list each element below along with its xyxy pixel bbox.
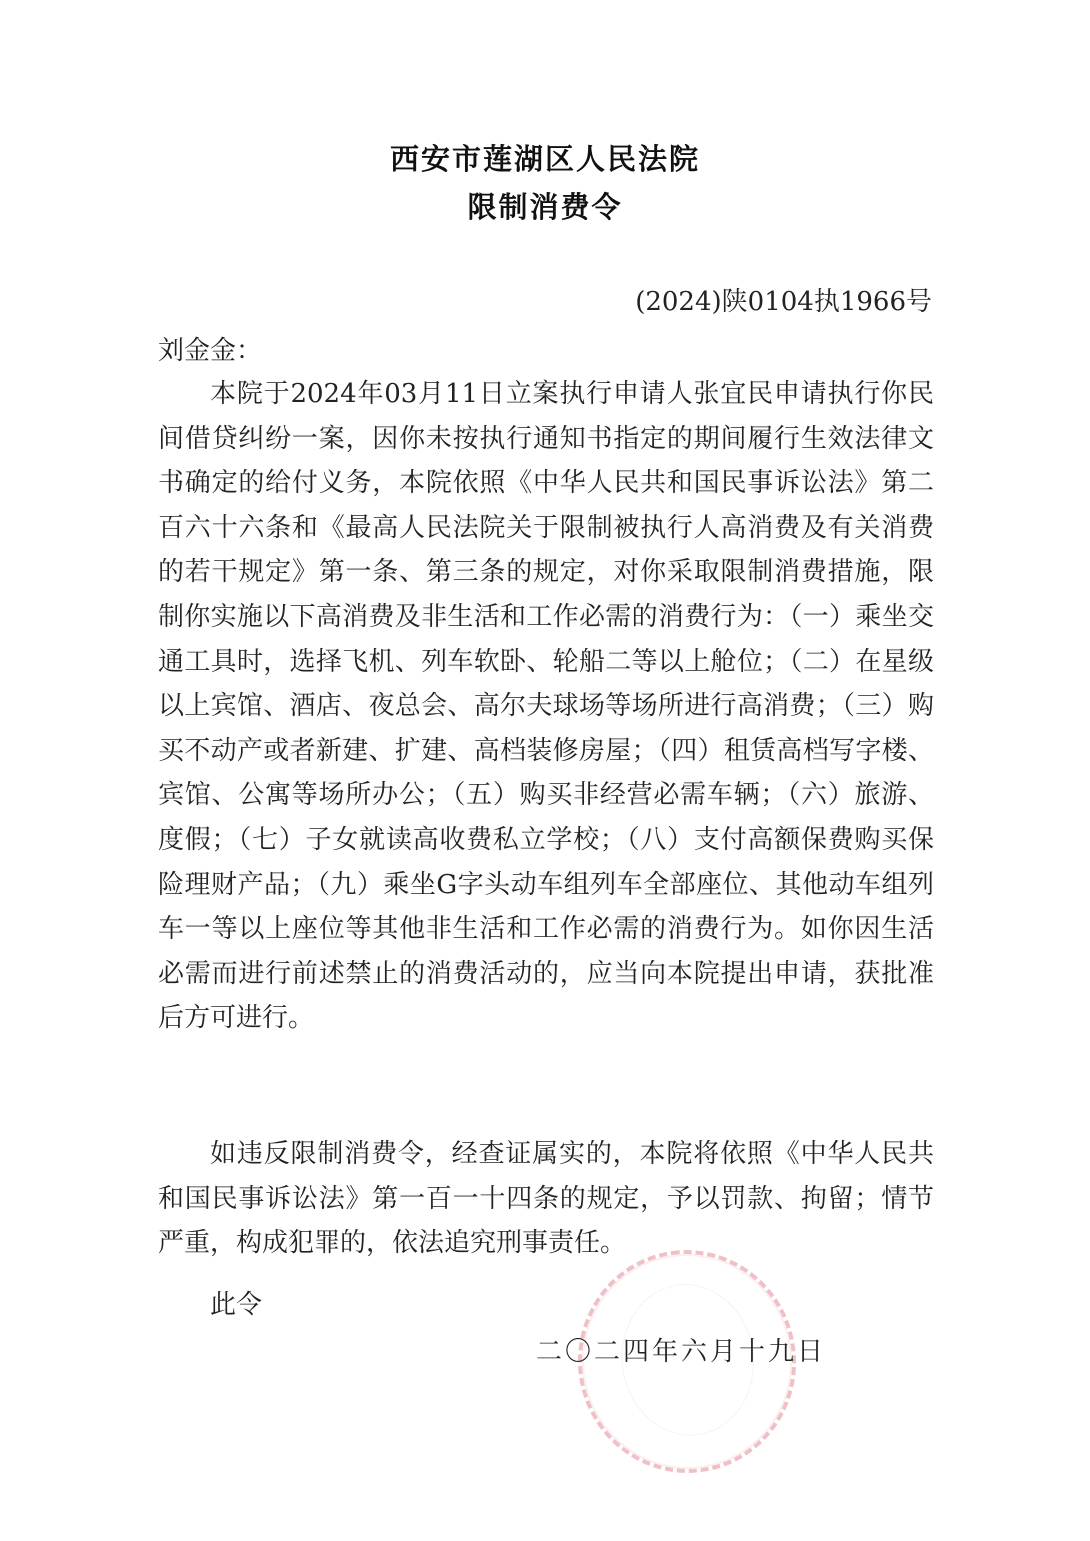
paragraph-penalty: 如违反限制消费令，经查证属实的，本院将依照《中华人民共和国民事诉讼法》第一百一十四条的规定，予以罚款、拘留；情节严重，构成犯罪的，依法追究刑事责任。 (158, 1139, 934, 1259)
paragraph-restrictions: 本院于2024年03月11日立案执行申请人张宜民申请执行你民间借贷纠纷一案，因你未按执行通知书指定的期间履行生效法律文书确定的给付义务，本院依照《中华人民共和国民事诉讼法》第二百六十六条和《最高人民法院关于限制被执行人高消费及有关消费的若干规定》第一条、第三条的规定，对你采取限制消费措施，限制你实施以下高消费及非生活和工作必需的消费行为：（一）乘坐交通工具时，选择飞机、列车软卧、轮船二等以上舱位；（二）在星级以上宾馆、酒店、夜总会、高尔夫球场等场所进行高消费；（三）购买不动产或者新建、扩建、高档装修房屋；（四）租赁高档写字楼、宾馆、公寓等场所办公；（五）购买非经营必需车辆；（六）旅游、度假；（七）子女就读高收费私立学校；（八）支付高额保费购买保险理财产品；（九）乘坐G字头动车组列车全部座位、其他动车组列车一等以上座位等其他非生活和工作必需的消费行为。如你因生活必需而进行前述禁止的消费活动的，应当向本院提出申请，获批准后方可进行。 (158, 379, 934, 1034)
court-name: 西安市莲湖区人民法院 (389, 142, 700, 176)
addressee: 刘金金： (158, 336, 263, 366)
closing-phrase: 此令 (210, 1290, 263, 1320)
case-number: (2024)陕0104执1966号 (635, 287, 932, 317)
document-title: 限制消费令 (467, 190, 623, 224)
issue-date: 二〇二四年六月十九日 (536, 1337, 827, 1367)
